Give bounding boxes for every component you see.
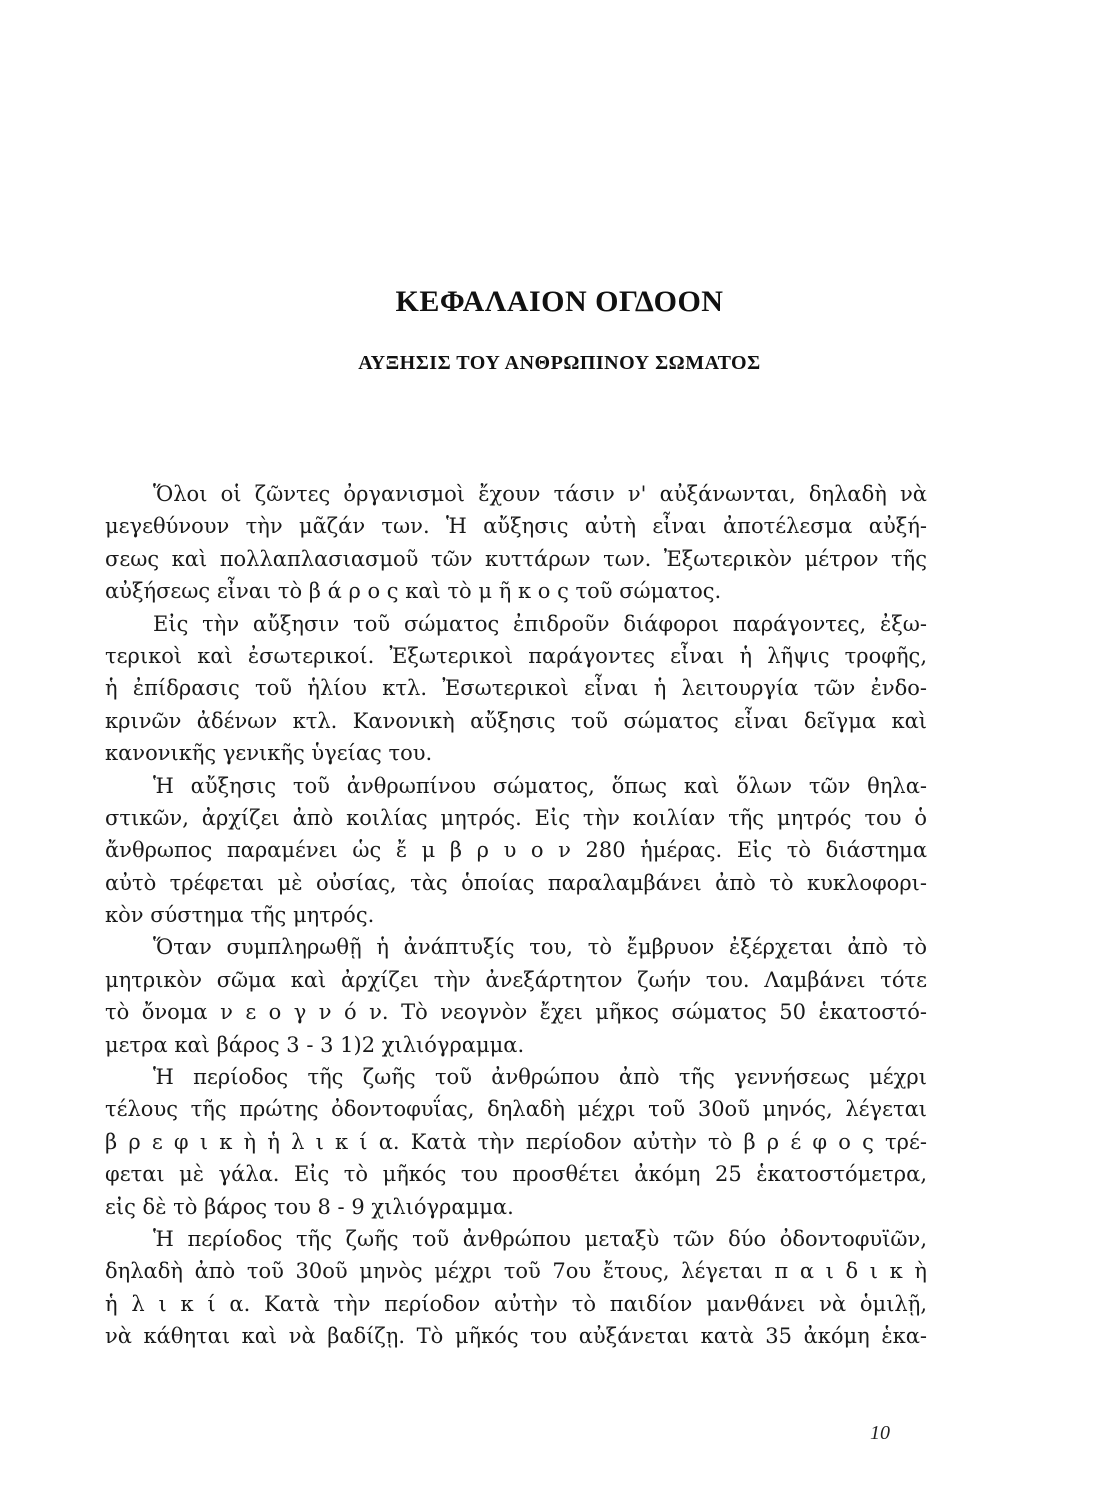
text-line: Ὅταν συμπληρωθῇ ἡ ἀνάπτυξίς του, τὸ ἔμβρυον ἐξέρχεται ἀπὸ τὸ [153, 935, 927, 960]
text-line: β ρ ε φ ι κ ὴ ἡ λ ι κ ί α. Κατὰ τὴν περίοδον αὐτὴν τὸ β ρ έ φ ο ς τρέ- [105, 1129, 927, 1154]
text-line: μετρα καὶ βάρος 3 - 3 1)2 χιλιόγραμμα. [105, 1032, 525, 1057]
paragraph [105, 931, 927, 1061]
text-line: σεως καὶ πολλαπλασιασμοῦ τῶν κυττάρων των. Ἐξωτερικὸν μέτρον τῆς [105, 546, 927, 571]
text-line: ἡ ἐπίδρασις τοῦ ἡλίου κτλ. Ἐσωτερικοὶ εἶναι ἡ λειτουργία τῶν ἐνδο- [105, 676, 927, 701]
text-line: αὐξήσεως εἶναι τὸ β ά ρ ο ς καὶ τὸ μ ῆ κ ο ς τοῦ σώματος. [105, 579, 722, 604]
paragraph [105, 478, 927, 608]
paragraph [105, 1061, 927, 1223]
paragraph [105, 608, 927, 770]
text-line: Εἰς τὴν αὔξησιν τοῦ σώματος ἐπιδροῦν διάφοροι παράγοντες, ἐξω- [153, 611, 927, 636]
text-line: Ὅλοι οἱ ζῶντες ὀργανισμοὶ ἔχουν τάσιν ν' αὐξάνωνται, δηλαδὴ νὰ [153, 482, 927, 506]
text-line: κανονικῆς γενικῆς ὑγείας του. [105, 741, 433, 766]
text-line: δηλαδὴ ἀπὸ τοῦ 30οῦ μηνὸς μέχρι τοῦ 7ου ἔτους, λέγεται π α ι δ ι κ ὴ [105, 1259, 927, 1284]
paragraph [105, 1223, 927, 1353]
text-line: φεται μὲ γάλα. Εἰς τὸ μῆκός του προσθέτει ἀκόμη 25 ἑκατοστόμετρα, [105, 1162, 927, 1187]
page-number: 10 [870, 1422, 890, 1444]
body-text [105, 478, 927, 1353]
text-line: τὸ ὄνομα ν ε ο γ ν ό ν. Τὸ νεογνὸν ἔχει μῆκος σώματος 50 ἑκατοστό- [105, 1000, 927, 1025]
chapter-subtitle: ΑΥΞΗΣΙΣ ΤΟΥ ΑΝΘΡΩΠΙΝΟΥ ΣΩΜΑΤΟΣ [358, 352, 761, 374]
text-line: στικῶν, ἀρχίζει ἀπὸ κοιλίας μητρός. Εἰς τὴν κοιλίαν τῆς μητρός του ὁ [105, 805, 927, 830]
text-line: μητρικὸν σῶμα καὶ ἀρχίζει τὴν ἀνεξάρτητον ζωήν του. Λαμβάνει τότε [105, 967, 927, 992]
text-line: Ἡ περίοδος τῆς ζωῆς τοῦ ἀνθρώπου μεταξὺ τῶν δύο ὀδοντοφυϊῶν, [153, 1226, 927, 1251]
text-line: αὐτὸ τρέφεται μὲ οὐσίας, τὰς ὁποίας παραλαμβάνει ἀπὸ τὸ κυκλοφορι- [105, 870, 927, 895]
paragraph [105, 770, 927, 932]
text-line: ἄνθρωπος παραμένει ὡς ἔ μ β ρ υ ο ν 280 ἡμέρας. Εἰς τὸ διάστημα [105, 838, 927, 863]
text-line: ἡ λ ι κ ί α. Κατὰ τὴν περίοδον αὐτὴν τὸ παιδίον μανθάνει νὰ ὁμιλῇ, [105, 1291, 927, 1316]
text-line: μεγεθύνουν τὴν μᾶζάν των. Ἡ αὔξησις αὐτὴ εἶναι ἀποτέλεσμα αὐξή- [105, 514, 927, 539]
text-line: κὸν σύστημα τῆς μητρός. [105, 903, 375, 928]
text-line: τέλους τῆς πρώτης ὀδοντοφυΐας, δηλαδὴ μέχρι τοῦ 30οῦ μηνός, λέγεται [105, 1097, 927, 1122]
chapter-title: ΚΕΦΑΛΑΙΟΝ ΟΓΔΟΟΝ [395, 285, 724, 318]
text-line: Ἡ περίοδος τῆς ζωῆς τοῦ ἀνθρώπου ἀπὸ τῆς γεννήσεως μέχρι [153, 1065, 927, 1090]
text-line: τερικοὶ καὶ ἐσωτερικοί. Ἐξωτερικοὶ παράγοντες εἶναι ἡ λῆψις τροφῆς, [105, 643, 927, 668]
text-line: εἰς δὲ τὸ βάρος του 8 - 9 χιλιόγραμμα. [105, 1194, 514, 1219]
text-line: Ἡ αὔξησις τοῦ ἀνθρωπίνου σώματος, ὅπως καὶ ὅλων τῶν θηλα- [153, 773, 927, 798]
text-line: νὰ κάθηται καὶ νὰ βαδίζῃ. Τὸ μῆκός του αὐξάνεται κατὰ 35 ἀκόμη ἑκα- [105, 1324, 927, 1349]
text-line: κρινῶν ἀδένων κτλ. Κανονικὴ αὔξησις τοῦ σώματος εἶναι δεῖγμα καὶ [105, 708, 927, 733]
